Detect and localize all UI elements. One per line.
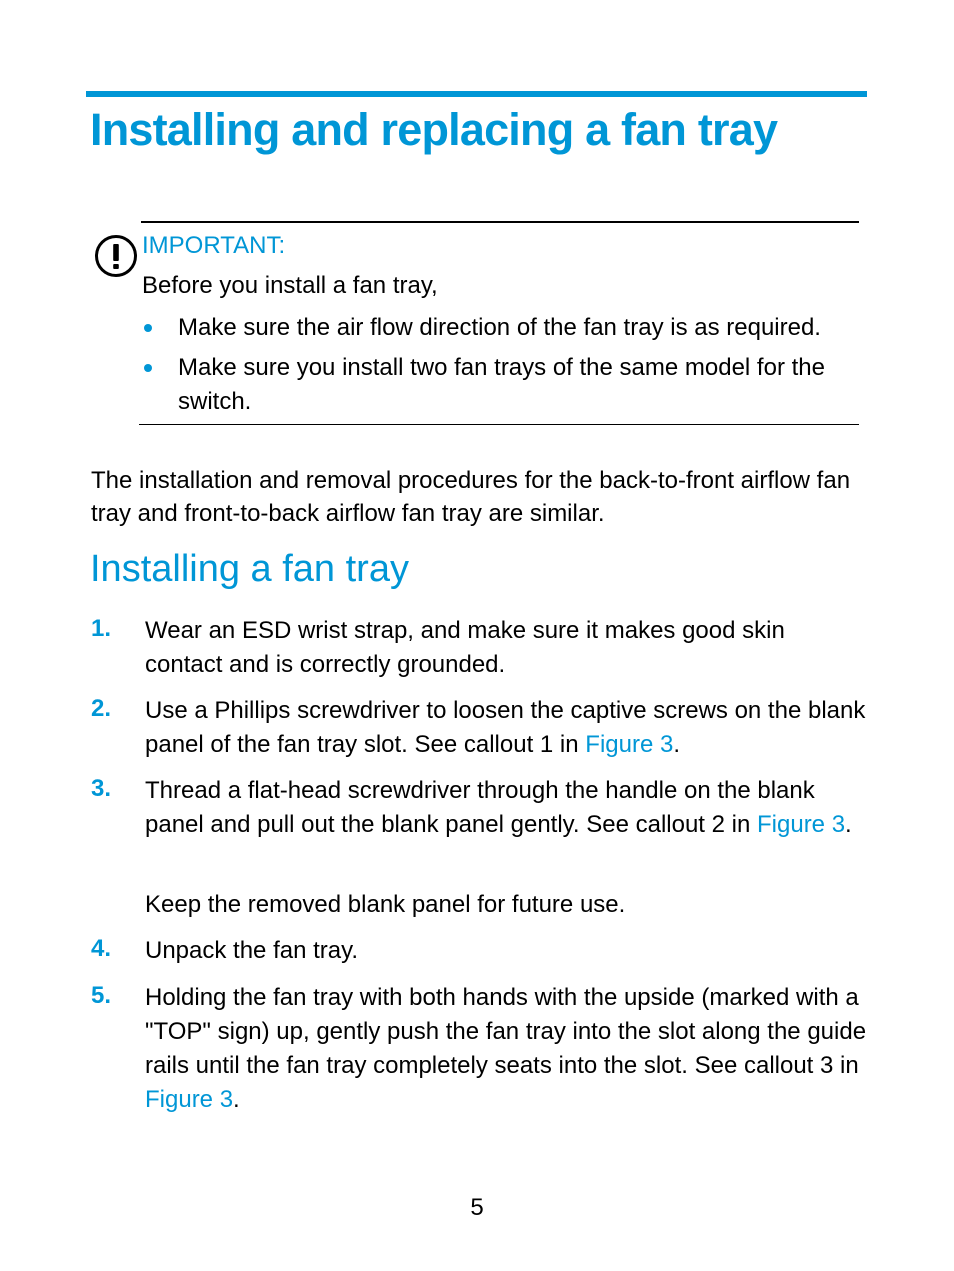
note-bottom-rule: [139, 424, 859, 425]
bullet-dot: [144, 324, 152, 332]
step-body: Wear an ESD wrist strap, and make sure it makes good skin contact and is correctly grounded.: [145, 617, 785, 678]
step-text: [145, 774, 867, 842]
step-body: Holding the fan tray with both hands with the upside (marked with a "TOP" sign) up, gently push the fan tray into the slot along the guide rails until the fan tray completely seats into the slot. See callout 3 in: [145, 984, 867, 1079]
step-body: Unpack the fan tray.: [145, 937, 358, 964]
note-heading: IMPORTANT:: [142, 232, 286, 259]
step-body: Use a Phillips screwdriver to loosen the captive screws on the blank panel of the fan tray slot. See callout 1 in: [145, 697, 866, 758]
step-number: 4.: [91, 935, 112, 962]
step-text: [145, 934, 867, 968]
step-end: .: [845, 811, 852, 838]
step-text: [145, 694, 867, 762]
bullet-dot: [144, 364, 152, 372]
step-number: 1.: [91, 615, 112, 642]
intro-paragraph: The installation and removal procedures for the back-to-front airflow fan tray and front-to-back airflow fan tray are similar.: [91, 467, 851, 527]
step-text: [145, 981, 867, 1117]
step-number: 2.: [91, 695, 112, 722]
step-note: Keep the removed blank panel for future use.: [145, 891, 626, 918]
note-bullet: Make sure the air flow direction of the fan tray is as required.: [178, 314, 821, 341]
page-title: Installing and replacing a fan tray: [90, 104, 778, 155]
step-number: 3.: [91, 775, 112, 802]
figure-link[interactable]: Figure 3: [145, 1086, 234, 1113]
step-text: [145, 614, 867, 682]
note-lead: Before you install a fan tray,: [142, 272, 438, 299]
step-body: Thread a flat-head screwdriver through the handle on the blank panel and pull out the blank panel gently. See callout 2 in: [145, 777, 815, 838]
section-title: Installing a fan tray: [90, 548, 409, 590]
exclamation-circle-icon: [94, 234, 138, 278]
step-end: .: [673, 731, 680, 758]
page-number: 5: [470, 1194, 484, 1221]
step-number: 5.: [91, 982, 112, 1009]
note-top-rule: [141, 221, 859, 223]
title-rule: [86, 91, 867, 97]
figure-link[interactable]: Figure 3: [757, 811, 846, 838]
figure-link[interactable]: Figure 3: [585, 731, 674, 758]
step-end: .: [233, 1086, 240, 1113]
note-bullet: Make sure you install two fan trays of the same model for the switch.: [178, 354, 825, 415]
